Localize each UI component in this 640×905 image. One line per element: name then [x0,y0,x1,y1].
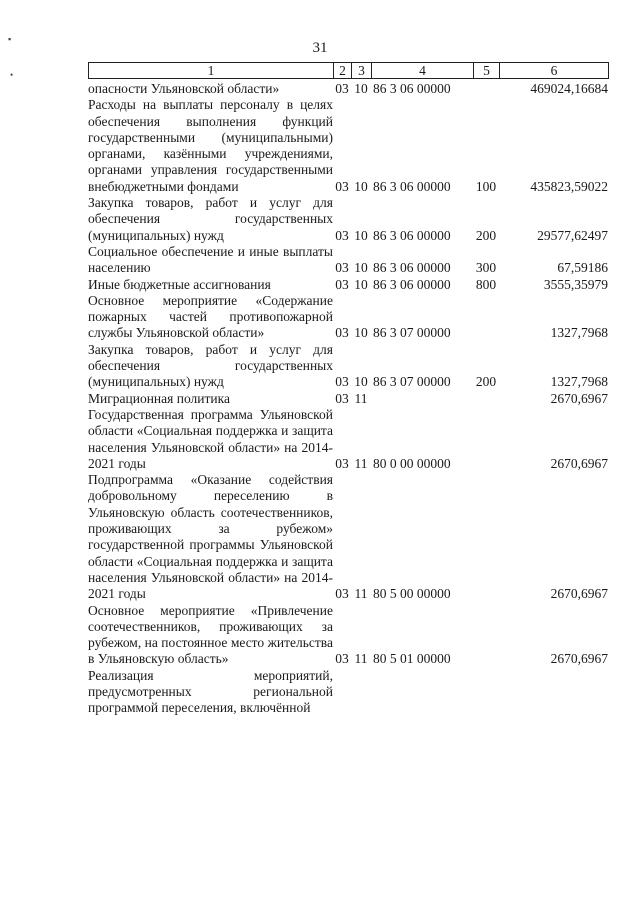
row-subsection-code: 10 [354,227,368,243]
row-expense-type: 100 [475,178,497,194]
row-target-code: 86 3 06 00000 [373,227,451,243]
row-description: Закупка товаров, работ и услуг для обеспечения государственных (муниципальных) нужд [88,195,333,243]
row-description: Иные бюджетные ассигнования [88,276,271,292]
row-description: Социальное обеспечение и иные выплаты населению [88,243,333,276]
header-col-3: 3 [352,63,372,79]
row-section-code: 03 [335,178,349,194]
page-number: 31 [312,40,328,56]
row-expense-type: 200 [475,227,497,243]
row-section-code: 03 [335,227,349,243]
row-amount: 1327,7968 [550,374,608,390]
row-target-code: 80 5 00 00000 [373,586,451,602]
row-section-code: 03 [335,276,349,292]
row-amount: 29577,62497 [537,227,608,243]
row-subsection-code: 10 [354,178,368,194]
row-target-code: 86 3 06 00000 [373,178,451,194]
table-row [88,244,608,277]
row-section-code: 03 [335,455,349,471]
row-subsection-code: 10 [354,276,368,292]
header-col-4: 4 [372,63,474,79]
table-row [88,407,608,472]
row-target-code: 80 0 00 00000 [373,455,451,471]
header-col-5: 5 [474,63,500,79]
row-section-code: 03 [335,651,349,667]
row-section-code: 03 [335,390,349,406]
row-section-code: 03 [335,325,349,341]
row-description: Основное мероприятие «Привлечение соотечественников, проживающих за рубежом, на постоянное место жительства в Ульяновскую область» [88,602,333,667]
scan-speck: ▪ [8,34,12,44]
row-description: Государственная программа Ульяновской области «Социальная поддержка и защита населения Ульяновской области» на 2014-2021 годы [88,406,333,471]
table-row [88,342,608,391]
table-row [88,603,608,668]
row-amount: 1327,7968 [550,325,608,341]
table-row [88,668,608,717]
row-subsection-code: 11 [354,651,368,667]
row-amount: 2670,6967 [550,390,608,406]
row-amount: 435823,59022 [530,178,608,194]
row-subsection-code: 11 [354,390,368,406]
header-col-6: 6 [500,63,609,79]
row-target-code: 86 3 06 00000 [373,81,451,96]
table-row [88,97,608,195]
row-target-code: 86 3 07 00000 [373,374,451,390]
scan-speck: • [10,70,14,80]
row-target-code: 80 5 01 00000 [373,651,451,667]
row-description: Подпрограмма «Оказание содействия добровольному переселению в Ульяновскую область соотечественников, проживающих за рубежом» государственной программы Ульяновской области «Социальная поддержка и защита населения Ульяновской области» на 2014-2021 годы [88,472,333,602]
row-subsection-code: 10 [354,325,368,341]
column-header-table [88,62,609,79]
row-target-code: 86 3 06 00000 [373,260,451,276]
table-row [88,472,608,602]
budget-table-body [88,81,608,717]
row-description: Основное мероприятие «Содержание пожарных частей противопожарной службы Ульяновской области» [88,292,333,341]
row-description: Миграционная политика [88,390,230,406]
row-amount: 3555,35979 [543,276,608,292]
table-row [88,391,608,407]
table-row [88,81,608,97]
row-description: Реализация мероприятий, предусмотренных региональной программой переселения, включённой [88,667,333,716]
header-col-2: 2 [334,63,352,79]
row-description: Закупка товаров, работ и услуг для обеспечения государственных (муниципальных) нужд [88,341,333,390]
row-subsection-code: 10 [354,81,368,96]
row-amount: 2670,6967 [550,651,608,667]
row-amount: 2670,6967 [550,455,608,471]
row-description: опасности Ульяновской области» [88,81,280,96]
row-section-code: 03 [335,260,349,276]
row-subsection-code: 11 [354,455,368,471]
table-row [88,195,608,244]
row-section-code: 03 [335,81,349,96]
row-target-code: 86 3 07 00000 [373,325,451,341]
header-col-1: 1 [89,63,334,79]
row-amount: 67,59186 [557,260,608,276]
row-expense-type: 800 [475,276,497,292]
row-subsection-code: 10 [354,374,368,390]
table-row [88,277,608,293]
row-section-code: 03 [335,586,349,602]
row-amount: 469024,16684 [530,81,608,96]
row-subsection-code: 10 [354,260,368,276]
row-description: Расходы на выплаты персоналу в целях обеспечения выполнения функций государственными (муниципальными) органами, казёнными учреждениями, органами управления государственными внебюджетными фондами [88,97,333,194]
row-expense-type: 300 [475,260,497,276]
row-amount: 2670,6967 [550,586,608,602]
row-expense-type: 200 [475,374,497,390]
row-section-code: 03 [335,374,349,390]
row-target-code: 86 3 06 00000 [373,276,451,292]
row-subsection-code: 11 [354,586,368,602]
table-row [88,293,608,342]
